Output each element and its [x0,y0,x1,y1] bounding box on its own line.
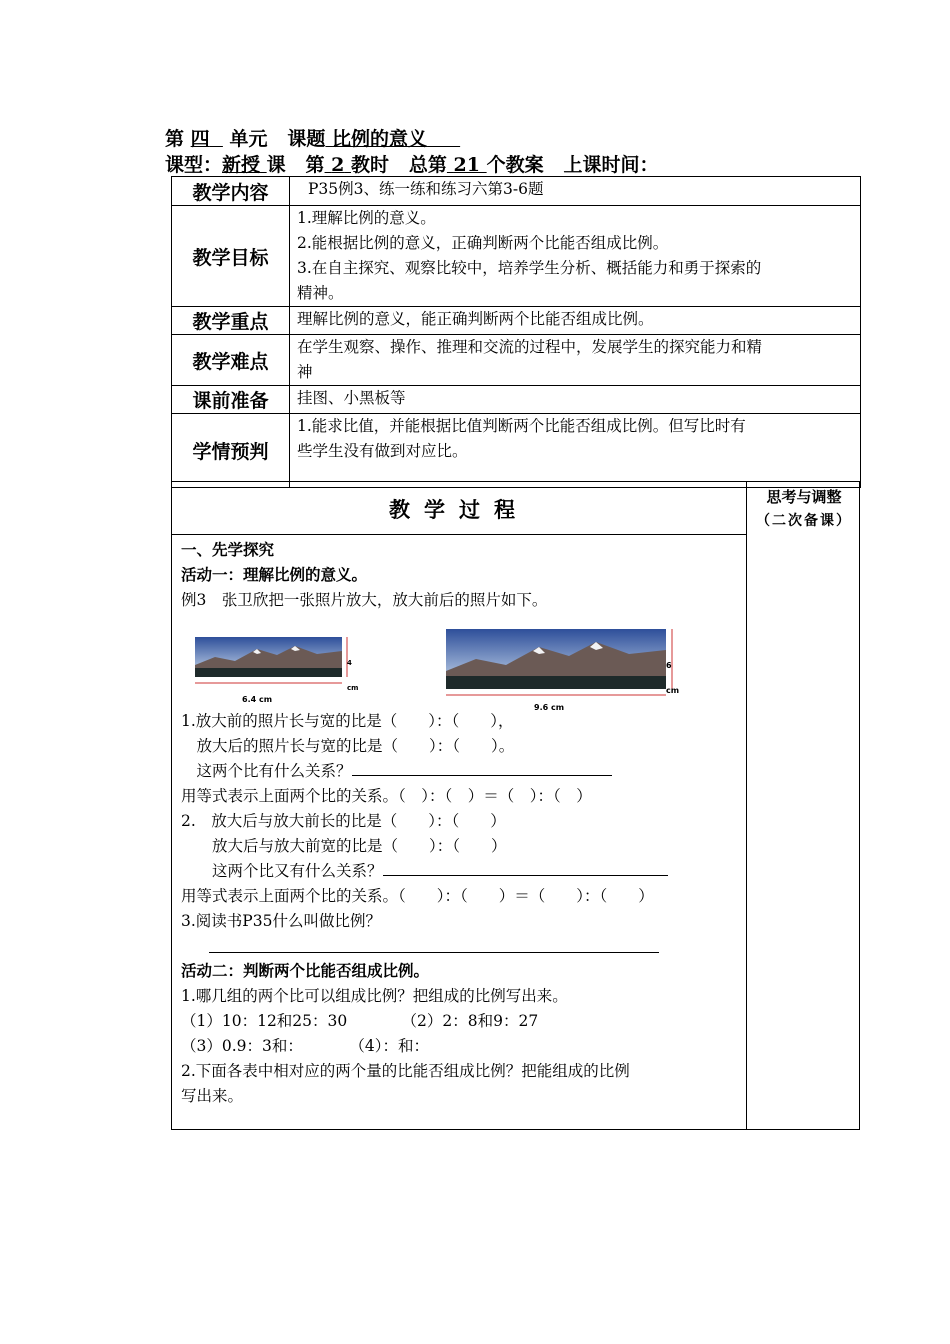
activity-heading: 活动一：理解比例的意义。 [181,566,368,584]
process-body [181,538,741,1109]
question-2b: 放大后与放大前宽的比是（ ）：（ ） [181,837,507,855]
example-photos [181,613,741,712]
info-label: 学情预判 [172,414,290,488]
question-3: 3.阅读书P35什么叫做比例？ [181,912,381,930]
mountain-photo-small [195,637,342,677]
info-value: 1.能求比值，并能根据比值判断两个比能否组成比例。但写比时有 些学生没有做到对应比。 [290,414,861,488]
mountain-photo-large [446,629,666,689]
height-label-small: 4 cm [347,659,359,692]
question-2d: 用等式表示上面两个比的关系。（ ）：（ ）＝（ ）：（ ） [181,887,654,905]
question-1c: 这两个比有什么关系？ [181,759,741,784]
title-line-2: 课型：新授 课 第 2 教时 总第 21 个教案 上课时间： [165,154,659,176]
practice-1: 1.哪几组的两个比可以组成比例？把组成的比例写出来。 [181,987,568,1005]
practice-2: 2.下面各表中相对应的两个量的比能否组成比例？把能组成的比例 [181,1062,630,1080]
info-value: 挂图、小黑板等 [290,386,861,414]
photo-large [446,629,686,712]
question-1b: 放大后的照片长与宽的比是（ ）：（ ）。 [181,737,515,755]
info-value: P35例3、练一练和练习六第3-6题 [290,177,861,206]
answer-blank [383,874,668,876]
photo-small [195,637,359,704]
practice-1-row1: （1）10：12和25：30 （2）2：8和9：27 [181,1012,539,1030]
practice-1-row2: （3）0.9：3和： （4）：和： [181,1037,429,1055]
section-heading: 一、先学探究 [181,541,275,559]
teaching-process-table [171,481,860,1130]
question-1d: 用等式表示上面两个比的关系。（ ）：（ ）＝（ ）：（ ） [181,787,592,805]
info-value: 理解比例的意义，能正确判断两个比能否组成比例。 [290,307,861,335]
practice-2-cont: 写出来。 [181,1087,244,1105]
info-label: 教学重点 [172,307,290,335]
answer-blank [352,774,612,776]
info-row-content [172,177,861,206]
info-label: 课前准备 [172,386,290,414]
activity-heading: 活动二：判断两个比能否组成比例。 [181,962,430,980]
question-2c: 这两个比又有什么关系？ [181,859,741,884]
info-label: 教学内容 [172,177,290,206]
info-row-prep [172,386,861,414]
info-row-key [172,307,861,335]
plan-number: 21 [453,154,480,176]
width-label-large: 9.6 cm [534,703,565,712]
lesson-topic: 比例的意义 [332,128,428,150]
info-value: 在学生观察、操作、推理和交流的过程中，发展学生的探究能力和精 神 [290,335,861,386]
info-value: 1.理解比例的意义。 2.能根据比例的意义，正确判断两个比能否组成比例。 3.在自主探究、观察比较中，培养学生分析、概括能力和勇于探索的 精神。 [290,206,861,307]
lesson-type: 新授 [222,154,261,176]
title-line-1: 第 四 单元 课题 比例的意义 [165,128,428,150]
info-label: 教学目标 [172,206,290,307]
width-label-small: 6.4 cm [242,695,273,704]
period-number: 2 [331,154,345,176]
question-1a: 1.放大前的照片长与宽的比是（ ）：（ ）， [181,712,514,730]
info-row-goals [172,206,861,307]
height-label-large: 6 cm [666,661,680,695]
example-text: 例3 张卫欣把一张照片放大，放大前后的照片如下。 [181,591,548,609]
unit-number: 四 [190,128,210,150]
lesson-info-table [171,176,861,488]
side-column-title: 思考与调整 [766,488,842,506]
side-column-subtitle: （二次备课） [756,513,852,529]
info-row-forecast [172,414,861,488]
answer-line [181,934,741,959]
process-title: 教学过程 [389,498,529,522]
question-2a: 2. 放大后与放大前长的比是（ ）：（ ） [181,812,506,830]
info-label: 教学难点 [172,335,290,386]
info-row-difficulty [172,335,861,386]
